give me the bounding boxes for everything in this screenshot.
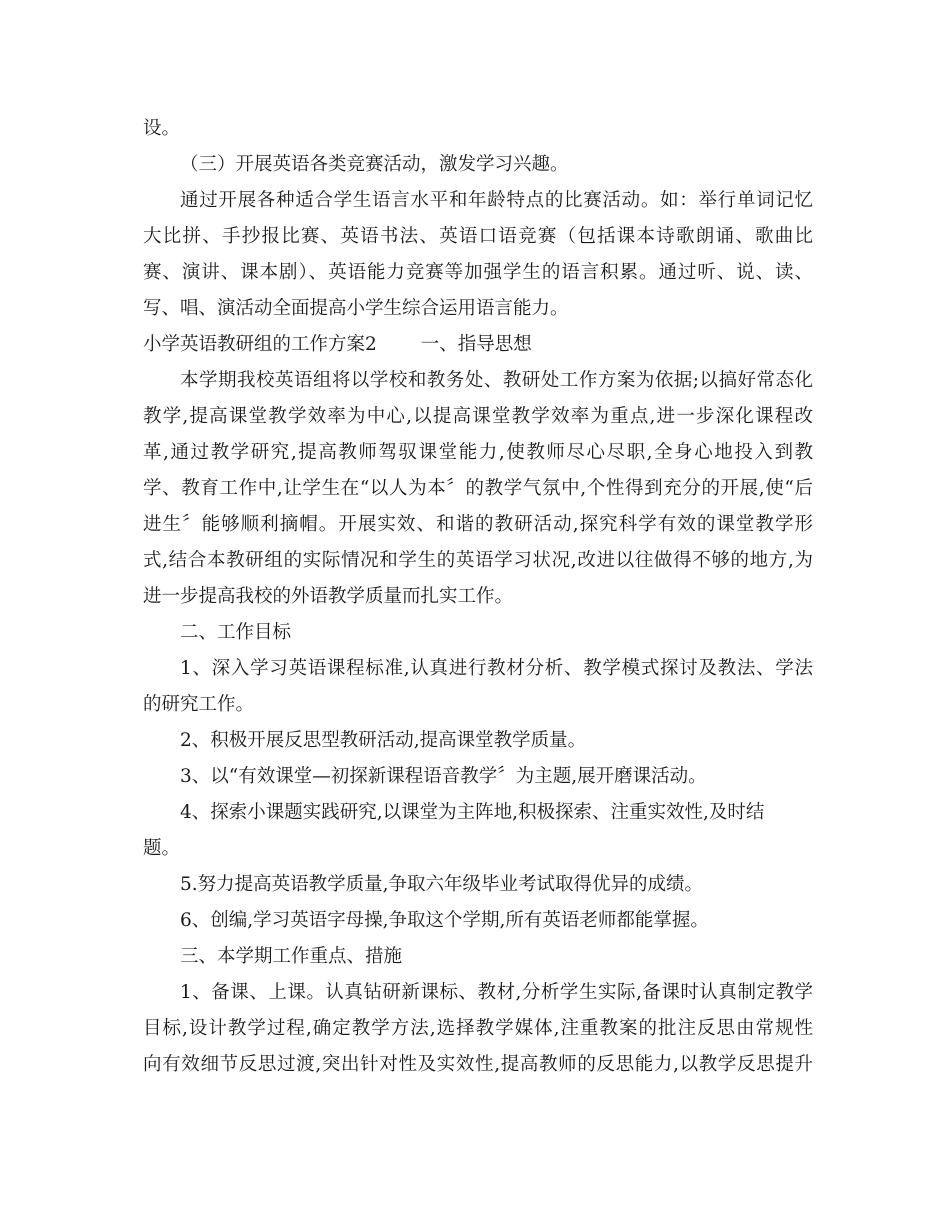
list-item: 4、探索小课题实践研究,以课堂为主阵地,积极探索、注重实效性,及时结 <box>180 802 765 823</box>
text-line: 革,通过教学研究,提高教师驾驭课堂能力,使教师尽心尽职,全身心地投入到教 <box>143 442 813 463</box>
section-heading: （三）开展英语各类竞赛活动，激发学习兴趣。 <box>180 154 569 175</box>
section-heading: 一、指导思想 <box>420 334 532 355</box>
text-line: 进一步提高我校的外语教学质量而扎实工作。 <box>143 586 514 607</box>
text-line: 写、唱、演活动全面提高小学生综合运用语言能力。 <box>143 298 569 319</box>
text-line: 通过开展各种适合学生语言水平和年龄特点的比赛活动。如：举行单词记忆 <box>180 190 813 211</box>
list-item: 5.努力提高英语教学质量,争取六年级毕业考试取得优异的成绩。 <box>180 874 704 895</box>
list-item: 3、以“有效课堂—初探新课程语音教学〞为主题,展开磨课活动。 <box>180 766 707 787</box>
section-heading: 二、工作目标 <box>180 622 292 643</box>
text-line: 赛、演讲、课本剧）、英语能力竞赛等加强学生的语言积累。通过听、说、读、 <box>143 262 813 283</box>
text-line: 向有效细节反思过渡,突出针对性及实效性,提高教师的反思能力,以教学反思提升 <box>143 1054 813 1075</box>
text-line: 进生〞能够顺利摘帽。开展实效、和谐的教研活动,探究科学有效的课堂教学形 <box>143 514 813 535</box>
document-title-line <box>143 327 813 363</box>
text-line: 的研究工作。 <box>143 694 255 715</box>
text-line: 目标,设计教学过程,确定教学方法,选择教学媒体,注重教案的批注反思由常规性 <box>143 1018 813 1039</box>
text-line: 题。 <box>143 838 181 859</box>
list-item: 2、积极开展反思型教研活动,提高课堂教学质量。 <box>180 730 587 751</box>
text-line: 设。 <box>143 118 181 139</box>
section-heading: 三、本学期工作重点、措施 <box>180 946 403 967</box>
list-item: 6、创编,学习英语字母操,争取这个学期,所有英语老师都能掌握。 <box>180 910 709 931</box>
list-item: 1、备课、上课。认真钻研新课标、教材,分析学生实际,备课时认真制定教学 <box>180 982 813 1003</box>
text-line: 学、教育工作中,让学生在“以人为本〞的教学气氛中,个性得到充分的开展,使“后 <box>143 478 813 499</box>
list-item: 1、深入学习英语课程标准,认真进行教材分析、教学模式探讨及教法、学法 <box>180 658 813 679</box>
text-line: 大比拼、手抄报比赛、英语书法、英语口语竞赛（包括课本诗歌朗诵、歌曲比 <box>143 226 813 247</box>
text-line: 教学,提高课堂教学效率为中心,以提高课堂教学效率为重点,进一步深化课程改 <box>143 406 813 427</box>
document-title: 小学英语教研组的工作方案2 <box>143 334 377 355</box>
text-line: 式,结合本教研组的实际情况和学生的英语学习状况,改进以往做得不够的地方,为 <box>143 550 813 571</box>
text-line: 本学期我校英语组将以学校和教务处、教研处工作方案为依据;以搞好常态化 <box>180 370 813 391</box>
